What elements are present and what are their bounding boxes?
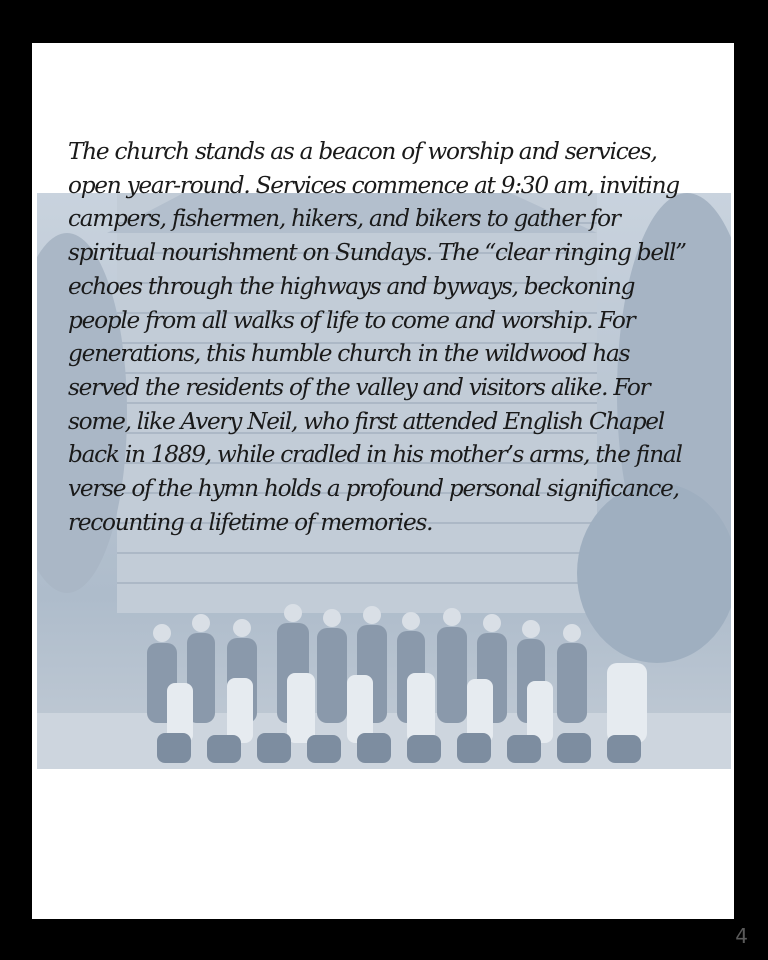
paragraph-line: generations, this humble church in the wildwood has [68,340,630,368]
paragraph-line: spiritual nourishment on Sundays. The “clear ringing bell” [68,239,686,267]
page-number: 4 [735,924,748,948]
paragraph-line: The church stands as a beacon of worship and services, [68,138,657,165]
paragraph-line: campers, fishermen, hikers, and bikers to gather for [68,205,620,233]
paragraph-line: back in 1889, while cradled in his mother’s arms, the final [68,441,682,469]
paragraph-line: served the residents of the valley and visitors alike. For [68,373,650,401]
paragraph-line: echoes through the highways and byways, beckoning [68,272,635,300]
story-paragraph [68,135,718,539]
paragraph-line: some, like Avery Neil, who first attended English Chapel [68,407,664,435]
paragraph-line: open year-round. Services commence at 9:30 am, inviting [68,171,679,199]
paragraph-line: recounting a lifetime of memories. [68,508,433,536]
paragraph-line: people from all walks of life to come and worship. For [68,306,635,334]
book-page [32,43,734,919]
paragraph-line: verse of the hymn holds a profound personal significance, [68,475,679,503]
